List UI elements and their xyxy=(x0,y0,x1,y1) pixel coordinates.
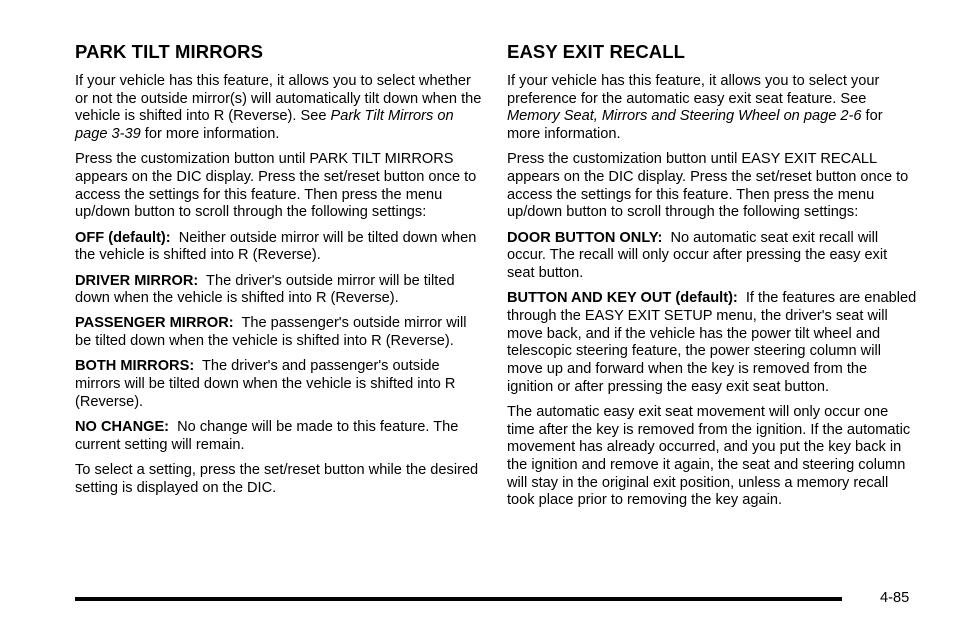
setting-description: Neither outside mirror will be tilted down when the vehicle is shifted into R (Reverse). xyxy=(75,229,477,264)
setting-driver-mirror xyxy=(75,273,485,308)
left-column xyxy=(75,40,485,505)
setting-term: NO CHANGE: xyxy=(75,418,170,435)
closing-paragraph: To select a setting, press the set/reset button while the desired setting is displayed on the DIC. xyxy=(75,461,479,496)
footer-rule xyxy=(75,597,842,601)
setting-description: If the features are enabled through the EASY EXIT SETUP menu, the driver's seat will move back, and if the vehicle has the power tilt wheel and telescopic steering feature, the power steering column will move up and forward when the key is removed from the ignition or after pressing the easy exit seat button. xyxy=(507,290,917,395)
setting-term: DRIVER MIRROR: xyxy=(75,272,199,289)
page-number: 4-85 xyxy=(880,590,910,606)
section-heading-easy-exit-recall: EASY EXIT RECALL xyxy=(507,41,686,62)
setting-description: The passenger's outside mirror will be tilted down when the vehicle is shifted into R (Reverse). xyxy=(75,315,467,350)
section-heading-park-tilt-mirrors: PARK TILT MIRRORS xyxy=(75,41,264,62)
setting-term: BOTH MIRRORS: xyxy=(75,358,195,375)
setting-term: OFF (default): xyxy=(75,229,171,246)
setting-door-button-only xyxy=(507,230,917,283)
instructions-paragraph: Press the customization button until PARK TILT MIRRORS appears on the DIC display. Press the set/reset button once to access the settings for this feature. Then press the menu up/down button to scroll through the following settings: xyxy=(75,151,477,221)
setting-off xyxy=(75,230,485,265)
setting-description: The driver's and passenger's outside mirrors will be tilted down when the vehicle is shifted into R (Reverse). xyxy=(75,358,456,410)
setting-term: DOOR BUTTON ONLY: xyxy=(507,229,663,246)
setting-button-and-key-out xyxy=(507,290,917,396)
instructions-paragraph: Press the customization button until EASY EXIT RECALL appears on the DIC display. Press the set/reset button once to access the settings for this feature. Then press the menu up/down button to scroll through the following settings: xyxy=(507,151,909,221)
intro-text-end: for more information. xyxy=(140,126,280,143)
intro-paragraph xyxy=(507,73,917,144)
setting-description: The driver's outside mirror will be tilted down when the vehicle is shifted into R (Reverse). xyxy=(75,272,455,307)
intro-paragraph xyxy=(75,73,485,144)
setting-no-change xyxy=(75,419,485,454)
setting-description: No change will be made to this feature. The current setting will remain. xyxy=(75,418,459,453)
intro-text: If your vehicle has this feature, it allows you to select your preference for the automatic easy exit seat feature. See xyxy=(507,73,880,107)
intro-text: If your vehicle has this feature, it allows you to select whether or not the outside mirror(s) will automatically tilt down when the vehicle is shifted into R (Reverse). See xyxy=(75,73,482,125)
intro-text-end: for more information. xyxy=(507,108,883,143)
closing-paragraph: The automatic easy exit seat movement will only occur one time after the key is removed from the ignition. If the automatic movement has already occurred, and you put the key back in the ignition and remove it again, the seat and steering column will stay in the original exit position, unless a memory recall took place prior to removing the key again. xyxy=(507,403,911,509)
setting-term: BUTTON AND KEY OUT (default): xyxy=(507,290,738,307)
right-column xyxy=(507,40,917,518)
cross-reference: Park Tilt Mirrors on page 3-39 xyxy=(75,108,454,143)
setting-description: No automatic seat exit recall will occur. The recall will only occur after pressing the easy exit seat button. xyxy=(507,229,888,282)
setting-term: PASSENGER MIRROR: xyxy=(75,315,234,332)
cross-reference: Memory Seat, Mirrors and Steering Wheel on page 2-6 xyxy=(507,108,862,125)
setting-passenger-mirror xyxy=(75,315,485,350)
setting-both-mirrors xyxy=(75,358,485,411)
